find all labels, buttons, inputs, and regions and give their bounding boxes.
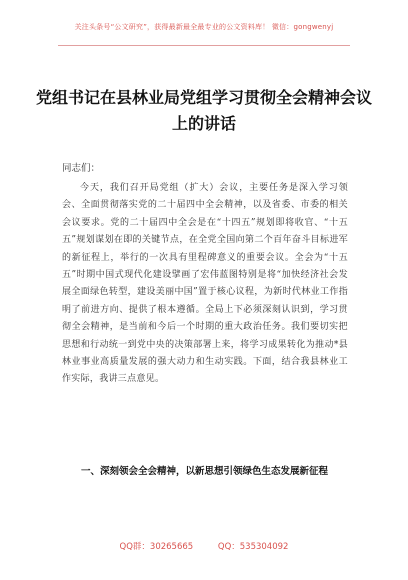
document-title: 党组书记在县林业局党组学习贯彻全会精神会议上的讲话 (35, 88, 372, 133)
salutation: 同志们： (62, 163, 101, 174)
header-divider (58, 45, 350, 46)
footer-qq: QQ：535304092 (217, 542, 289, 552)
header-promo-text: 关注头条号“公文研究”，获得最新最全最专业的公文资料库！ 微信：gongwenyj (74, 23, 334, 31)
body-paragraph: 今天，我们召开局党组（扩大）会议，主要任务是深入学习领会、全面贯彻落实党的二十届四中全会精神，以及省委、市委的相关会议要求。党的二十届四中全会是在“十四五”规划即将收官、“十五五”规划谋划在即的关键节点，在全党全国向第二个百年奋斗目标进军的新征程上，举行的一次具有里程碑意义的重要会议。全会为“十五五”时期中国式现代化建设擘画了宏伟蓝图特别是将“加快经济社会发展全面绿色转型，建设美丽中国”置于核心议程，为新时代林业工作指明了前进方向、提供了根本遵循。全局上下必须深刻认识到，学习贯彻全会精神，是当前和今后一个时期的重大政治任务。我们要切实把思想和行动统一到党中央的决策部署上来，将学习成果转化为推动*县林业事业高质量发展的强大动力和生动实践。下面，结合我县林业工作实际，我讲三点意见。 (62, 183, 348, 385)
footer-qq-group: QQ群：30265665 (119, 542, 194, 552)
footer-contact (0, 540, 408, 552)
section-heading: 一、深刻领会全会精神，以新思想引领绿色生态发展新征程 (81, 466, 329, 477)
